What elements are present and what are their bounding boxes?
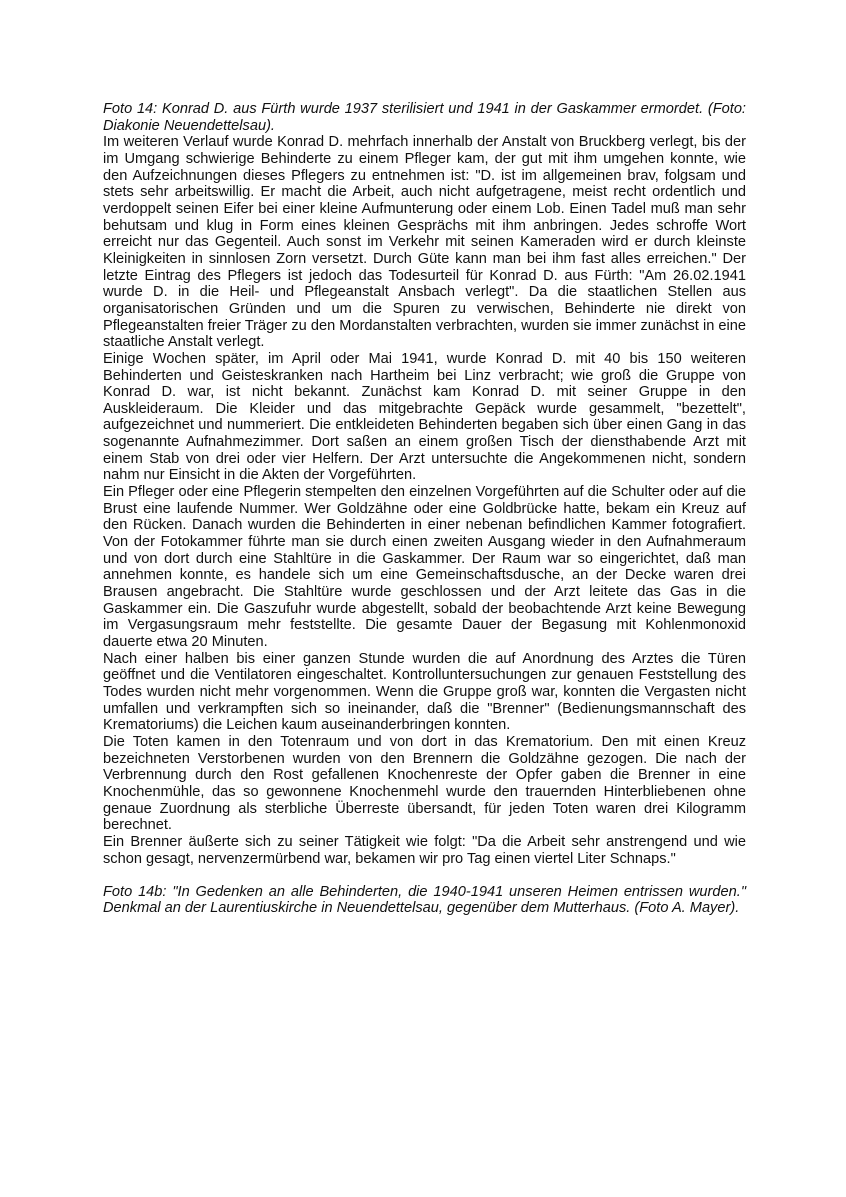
- blank-line: [103, 867, 746, 884]
- document-page: [103, 101, 746, 917]
- photo-caption-bottom: Foto 14b: "In Gedenken an alle Behinderten, die 1940-1941 unseren Heimen entrissen wurden." Denkmal an der Laurentiuskirche in Neuendettelsau, gegenüber dem Mutterhaus. (Foto A. Mayer).: [103, 883, 746, 917]
- paragraph-transfer: Im weiteren Verlauf wurde Konrad D. mehrfach innerhalb der Anstalt von Bruckberg verlegt, bis der im Umgang schwierige Behinderte zu einem Pfleger kam, der gut mit ihm umgehen konnte, wie den Aufzeichnungen dieses Pflegers zu entnehmen ist: "D. ist im allgemeinen brav, folgsam und stets sehr arbeitswillig. Er macht die Arbeit, auch nicht aufgetragene, meist recht ordentlich und verdoppelt seinen Eifer bei einer kleine Aufmunterung oder einem Lob. Einen Tadel muß man sehr behutsam und klug in Form eines kleinen Gesprächs mit ihm anbringen. Jedes schroffe Wort erreicht nur das Gegenteil. Auch sonst im Verkehr mit seinen Kameraden wird er durch kleinste Kleinigkeiten in sinnlosen Zorn versetzt. Durch Güte kann man bei ihm fast alles erreichen." Der letzte Eintrag des Pflegers ist jedoch das Todesurteil für Konrad D. aus Fürth: "Am 26.02.1941 wurde D. in die Heil- und Pflegeanstalt Ansbach verlegt". Da die staatlichen Stellen aus organisatorischen Gründen und um die Spuren zu verwischen, Behinderte nie direkt von Pflegeanstalten freier Träger zu den Mordanstalten verbrachten, wurden sie immer zunächst in eine staatliche Anstalt verlegt.: [103, 134, 746, 351]
- paragraph-hartheim-arrival: Einige Wochen später, im April oder Mai 1941, wurde Konrad D. mit 40 bis 150 weiteren Behinderten und Geisteskranken nach Hartheim bei Linz verbracht; wie groß die Gruppe von Konrad D. war, ist nicht bekannt. Zunächst kam Konrad D. mit seiner Gruppe in den Auskleideraum. Die Kleider und das mitgebrachte Gepäck wurde gesammelt, "bezettelt", aufgezeichnet und nummeriert. Die entkleideten Behinderten begaben sich über einen Gang in das sogenannte Aufnahmezimmer. Dort saßen an einem großen Tisch der diensthabende Arzt mit einem Stab von drei oder vier Helfern. Der Arzt untersuchte die Angekommenen nicht, sondern nahm nur Einsicht in die Akten der Vorgeführten.: [103, 350, 746, 484]
- photo-caption-top: Foto 14: Konrad D. aus Fürth wurde 1937 sterilisiert und 1941 in der Gaskammer ermordet. (Foto: Diakonie Neuendettelsau).: [103, 101, 746, 134]
- paragraph-gas-chamber: Ein Pfleger oder eine Pflegerin stempelten den einzelnen Vorgeführten auf die Schulter oder auf die Brust eine laufende Nummer. Wer Goldzähne oder eine Goldbrücke hatte, bekam ein Kreuz auf den Rücken. Danach wurden die Behinderten in einer nebenan befindlichen Kammer fotografiert. Von der Fotokammer führte man sie durch einen zweiten Ausgang wieder in den Aufnahmeraum und von dort durch eine Stahltüre in die Gaskammer. Der Raum war so eingerichtet, daß man annehmen konnte, es handele sich um eine Gemeinschaftsdusche, an der Decke waren drei Brausen angebracht. Die Stahltüre wurde geschlossen und der Arzt leitete das Gas in die Gaskammer ein. Die Gaszufuhr wurde abgestellt, sobald der beobachtende Arzt keine Bewegung im Vergasungsraum mehr feststellte. Die gesamte Dauer der Begasung mit Kohlenmonoxid dauerte etwa 20 Minuten.: [103, 484, 746, 650]
- paragraph-aftermath: Nach einer halben bis einer ganzen Stunde wurden die auf Anordnung des Arztes die Türen geöffnet und die Ventilatoren eingeschaltet. Kontrolluntersuchungen zur genauen Feststellung des Todes wurden nicht mehr vorgenommen. Wenn die Gruppe groß war, konnten die Vergasten nicht umfallen und verkrampften sich so ineinander, daß die "Brenner" (Bedienungsmannschaft des Krematoriums) die Leichen kaum auseinanderbringen konnten.: [103, 650, 746, 734]
- paragraph-brenner-quote: Ein Brenner äußerte sich zu seiner Tätigkeit wie folgt: "Da die Arbeit sehr anstrengend und wie schon gesagt, nervenzermürbend war, bekamen wir pro Tag einen viertel Liter Schnaps.": [103, 833, 746, 867]
- paragraph-crematorium: Die Toten kamen in den Totenraum und von dort in das Krematorium. Den mit einen Kreuz bezeichneten Verstorbenen wurden von den Brennern die Goldzähne gezogen. Die nach der Verbrennung durch den Rost gefallenen Knochenreste der Opfer gaben die Brenner in eine Knochenmühle, das so gewonnene Knochenmehl wurde den trauernden Hinterbliebenen ohne genaue Zuordnung als sterbliche Überreste übersandt, für jeden Toten waren drei Kilogramm berechnet.: [103, 733, 746, 834]
